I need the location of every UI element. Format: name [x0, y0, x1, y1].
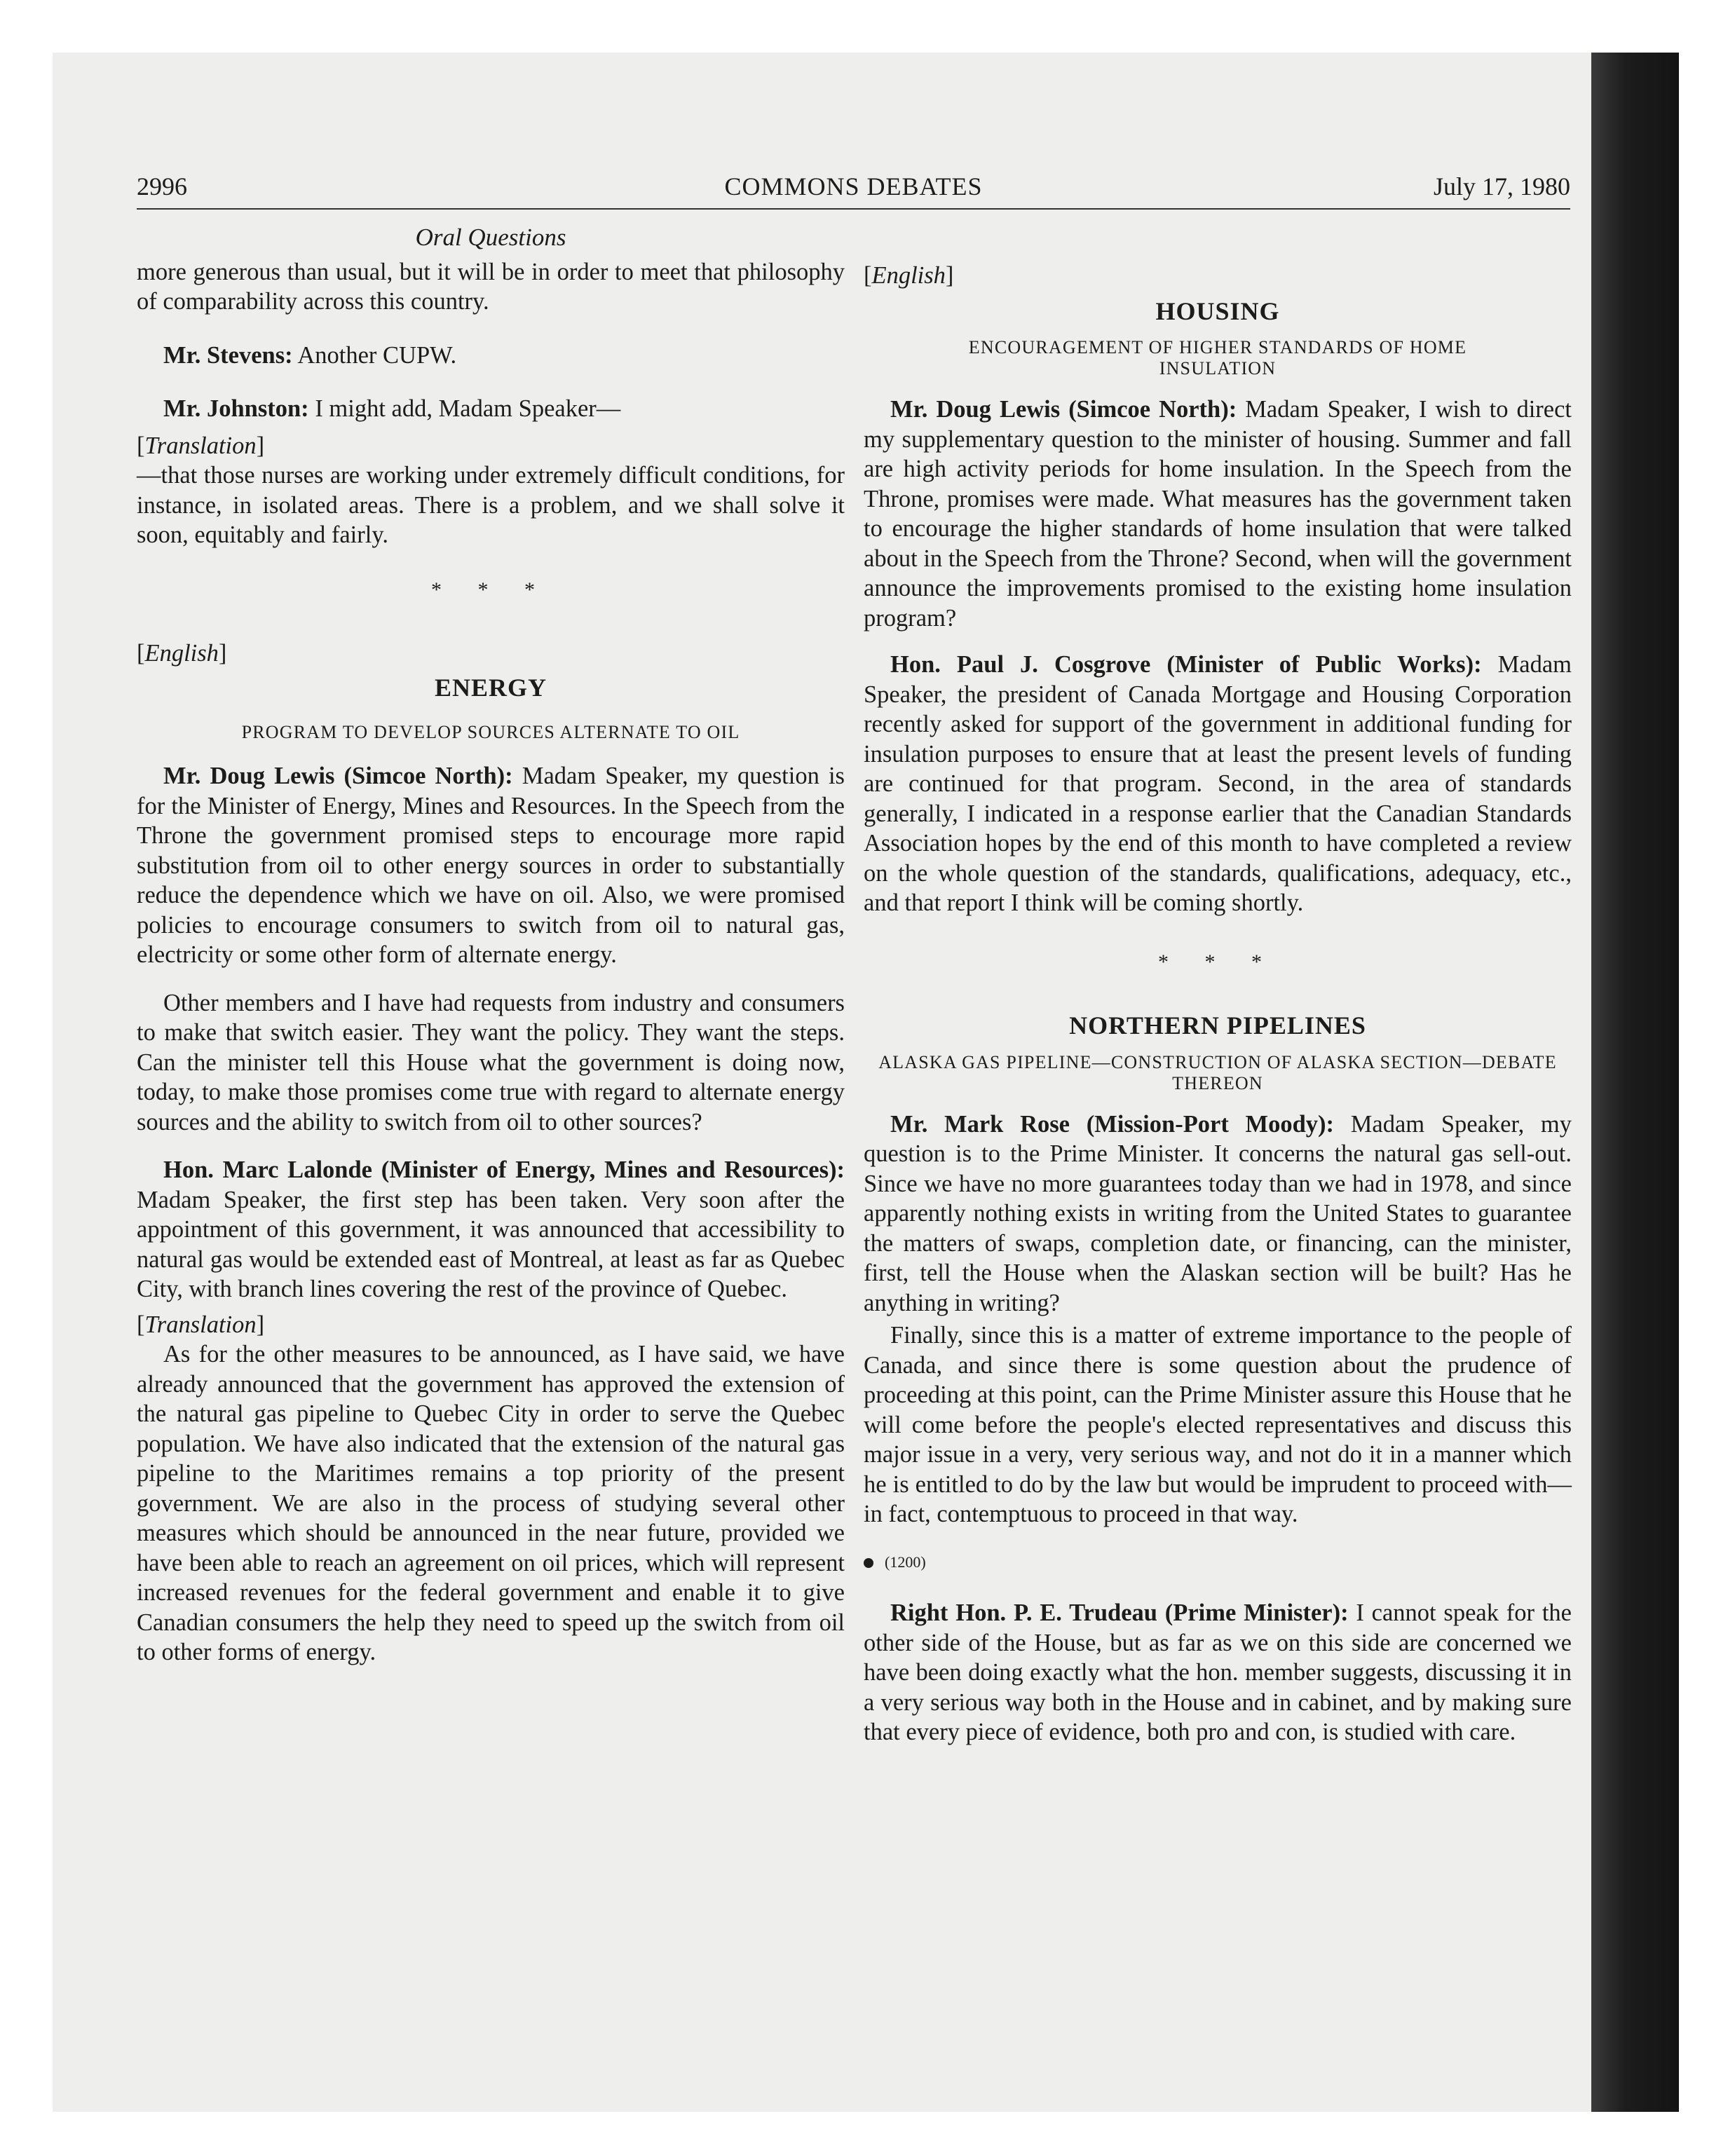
lewis-energy-paragraph-2: Other members and I have had requests from industry and consumers to make that switch easier. They want the policy. They want the steps. Can the minister tell this House what the government is doing now, today, to make those promises come true with regard to alternate energy sources and the ability to switch from oil to other sources?	[137, 989, 845, 1135]
publication-title: COMMONS DEBATES	[724, 172, 983, 200]
scan-edge-shadow	[1591, 53, 1679, 2112]
translation-label-2: [Translation]	[137, 1311, 265, 1338]
energy-subheading: PROGRAM TO DEVELOP SOURCES ALTERNATE TO OIL	[241, 722, 740, 742]
translation-paragraph: —that those nurses are working under extremely difficult conditions, for instance, in isolated areas. There is a problem, and we shall solve it soon, equitably and fairly.	[137, 462, 845, 548]
cosgrove-paragraph	[864, 650, 1572, 918]
speaker-name: Hon. Paul J. Cosgrove (Minister of Public Works):	[890, 651, 1482, 678]
publication-date: July 17, 1980	[1433, 172, 1570, 200]
speaker-name: Right Hon. P. E. Trudeau (Prime Minister):	[890, 1599, 1349, 1626]
section-divider: * * *	[1158, 950, 1277, 974]
pipelines-subheading: ALASKA GAS PIPELINE—CONSTRUCTION OF ALASKA SECTION—DEBATE THEREON	[878, 1051, 1557, 1093]
lalonde-paragraph	[137, 1155, 845, 1304]
johnston-paragraph	[137, 394, 845, 424]
speaker-name: Hon. Marc Lalonde (Minister of Energy, Mines and Resources):	[163, 1157, 845, 1183]
speaker-name: Mr. Stevens:	[163, 341, 293, 369]
continuation-paragraph: more generous than usual, but it will be in order to meet that philosophy of comparability across this country.	[137, 258, 845, 315]
section-divider: * * *	[431, 578, 550, 601]
housing-subheading: ENCOURAGEMENT OF HIGHER STANDARDS OF HOME INSULATION	[968, 337, 1467, 378]
speech-text: Madam Speaker, my question is to the Prime Minister. It concerns the natural gas sell-out. Since we have no more guarantees today than we had in 1978, and since apparently nothing exists in writing from the United States to guarantee the matters of swaps, completion date, or financing, can the minister, first, tell the House when the Alaskan section will be built? Has he anything in writing?	[864, 1110, 1572, 1316]
english-label: [English]	[864, 262, 954, 289]
translation-label: [Translation]	[137, 432, 265, 459]
english-label: [English]	[137, 640, 227, 667]
housing-heading: HOUSING	[1155, 296, 1280, 325]
bullet-dot-icon	[864, 1558, 873, 1568]
speaker-name: Mr. Doug Lewis (Simcoe North):	[890, 396, 1237, 423]
page-header	[137, 172, 1570, 210]
speaker-name: Mr. Doug Lewis (Simcoe North):	[163, 763, 513, 789]
speech-text: I cannot speak for the other side of the House, but as far as we on this side are concerned we have been doing exactly what the hon. member suggests, discussing it in a very serious way both in the House and in cabinet, and by making sure that every piece of evidence, both pro and con, is studied with care.	[864, 1599, 1572, 1745]
lewis-energy-paragraph	[137, 761, 845, 970]
right-column	[864, 223, 1572, 1747]
rose-paragraph-2: Finally, since this is a matter of extreme importance to the people of Canada, and since there is some question about the prudence of proceeding at this point, can the Prime Minister assure this House that he will come before the people's elected representatives and discuss this major issue in a very, very serious way, and not do it in a manner which he is entitled to do by the law but would be imprudent to proceed with—in fact, contemptuous to proceed in that way.	[864, 1322, 1572, 1527]
pipelines-heading: NORTHERN PIPELINES	[1069, 1011, 1366, 1039]
speech-text: Madam Speaker, the first step has been taken. Very soon after the appointment of this government, it was announced that accessibility to natural gas would be extended east of Montreal, at least as far as Quebec City, with branch lines covering the rest of the province of Quebec.	[137, 1186, 845, 1302]
time-marker: (1200)	[864, 1548, 1572, 1578]
speech-text: I might add, Madam Speaker—	[308, 395, 621, 422]
page-number: 2996	[137, 172, 187, 200]
speech-text: Madam Speaker, the president of Canada Mortgage and Housing Corporation recently asked for support of the government in additional funding for insulation purposes to ensure that at least the present levels of funding are continued for that program. Second, in the area of standards generally, I indicated in a response earlier that the Canadian Standards Association hopes by the end of this month to have completed a review on the whole question of the standards, qualifications, adequacy, etc., and that report I think will be coming shortly.	[864, 651, 1572, 916]
running-head: Oral Questions	[415, 224, 566, 251]
speech-text: Another CUPW.	[292, 341, 457, 369]
rose-paragraph	[864, 1110, 1572, 1318]
energy-heading: ENERGY	[434, 673, 547, 702]
speech-text: Madam Speaker, my question is for the Minister of Energy, Mines and Resources. In the Speech from the Throne the government promised steps to encourage more rapid substitution from oil to other energy sources in order to substantially reduce the dependence which we have on oil. Also, we were promised policies to encourage consumers to switch from oil to natural gas, electricity or some other form of alternate energy.	[137, 763, 845, 968]
speaker-name: Mr. Johnston:	[163, 395, 309, 422]
trudeau-paragraph	[864, 1598, 1572, 1747]
speaker-name: Mr. Mark Rose (Mission-Port Moody):	[890, 1110, 1335, 1138]
speech-text: Madam Speaker, I wish to direct my supplementary question to the minister of housing. Summer and fall are high activity periods for home insulation. In the Speech from the Throne, promises were made. What measures has the government taken to encourage the higher standards of home insulation that were talked about in the Speech from the Throne? Second, when will the government announce the improvements promised to the existing home insulation program?	[864, 396, 1572, 632]
lalonde-paragraph-2: As for the other measures to be announced, as I have said, we have already announced that the government has approved the extension of the natural gas pipeline to Quebec City in order to serve the Quebec population. We have also indicated that the extension of the natural gas pipeline to the Maritimes remains a top priority of the present government. We are also in the process of studying several other measures which should be announced in the near future, provided we have been able to reach an agreement on oil prices, which will represent increased revenues for the federal government and enable it to give Canadian consumers the help they need to speed up the switch from oil to other forms of energy.	[137, 1341, 845, 1665]
left-column	[137, 223, 845, 1667]
stevens-paragraph	[137, 341, 845, 371]
lewis-housing-paragraph	[864, 395, 1572, 633]
